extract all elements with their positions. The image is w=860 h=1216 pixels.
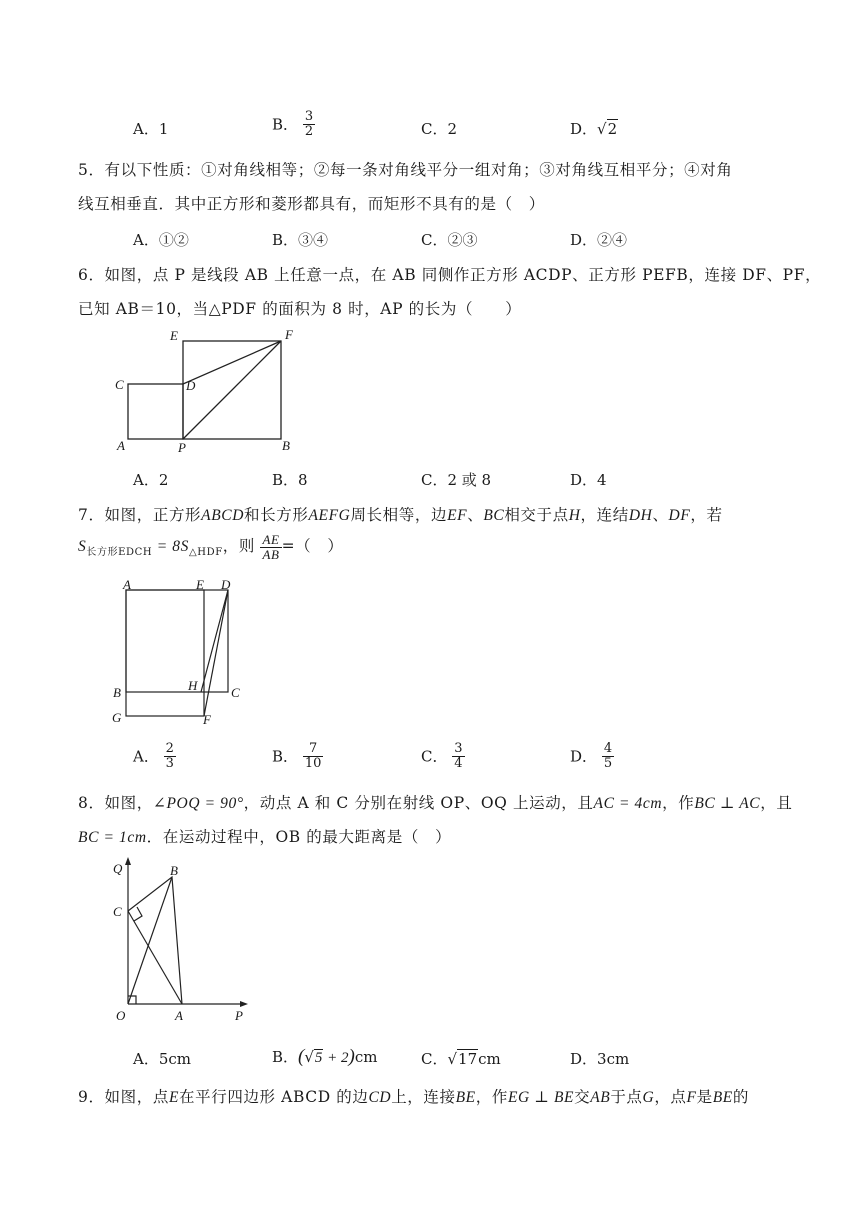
q5-option-c: C．②③: [421, 231, 478, 249]
q8-arrow-q: [125, 857, 131, 865]
q8-label-b: B: [170, 863, 178, 878]
q8-stem-line1: 8．如图，∠POQ = 90°，动点 A 和 C 分别在射线 OP、OQ 上运动，且AC = 4cm，作BC ⊥ AC，且: [78, 794, 793, 812]
q5-option-d: D．②④: [570, 231, 628, 249]
q4-option-a: A．1: [133, 120, 169, 138]
q7-label-b: B: [113, 685, 121, 700]
q7-segment-df: [204, 590, 228, 716]
q7-label-e: E: [196, 577, 204, 592]
q8-label-q: Q: [113, 861, 123, 876]
q8-stem-line2: BC = 1cm．在运动过程中，OB 的最大距离是（ ）: [78, 828, 452, 846]
q6-label-f: F: [285, 327, 293, 342]
q6-label-a: A: [117, 438, 125, 453]
q6-label-c: C: [115, 377, 124, 392]
q6-option-a: A．2: [133, 471, 169, 489]
q4-option-c: C．2: [421, 120, 458, 138]
q6-label-p: P: [178, 440, 186, 455]
q8-label-o: O: [116, 1008, 126, 1023]
q5-option-a: A．①②: [133, 231, 189, 249]
q6-option-c: C．2 或 8: [421, 471, 492, 489]
q6-stem-line2: 已知 AB＝10，当△PDF 的面积为 8 时，AP 的长为（ ）: [78, 300, 522, 318]
q7-label-a: A: [123, 577, 131, 592]
q6-option-d: D．4: [570, 471, 607, 489]
q7-segment-dh: [201, 590, 228, 692]
q5-stem-line1: 5．有以下性质：①对角线相等；②每一条对角线平分一组对角；③对角线互相平分；④对角: [78, 161, 733, 179]
q8-label-a: A: [175, 1008, 183, 1023]
q7-rect-aefg: [126, 590, 204, 716]
q7-option-c: C． $\frac{3}{4}$: [421, 741, 463, 771]
q7-stem-line1: 7．如图，正方形ABCD和长方形AEFG周长相等，边EF、BC相交于点H，连结DH、DF，若: [78, 506, 723, 524]
q6-figure: [110, 326, 310, 456]
q6-label-b: B: [282, 438, 290, 453]
q7-ratio-fraction: $\frac{AE}{AB}$: [262, 532, 280, 562]
q7-label-g: G: [112, 710, 122, 725]
q7-square-abcd: [126, 590, 228, 692]
q8-right-angle-c: [134, 907, 142, 921]
q7-label-c: C: [231, 685, 240, 700]
q7-option-d: D． $\frac{4}{5}$: [570, 741, 613, 771]
q8-option-d: D．3cm: [570, 1050, 630, 1068]
q8-option-b: B．(√5 + 2)cm: [272, 1046, 378, 1067]
q6-segment-df: [183, 341, 281, 384]
q7-stem-line2: $S_{长方形EDCH} = 8S_{\triangle HDF}$，则 $\frac{AE}{AB}$ =（ ）: [78, 532, 344, 562]
q8-option-c: C．√17cm: [421, 1050, 501, 1068]
q6-stem-line1: 6．如图，点 P 是线段 AB 上任意一点，在 AB 同侧作正方形 ACDP、正方形 PEFB，连接 DF、PF，: [78, 266, 822, 284]
q7-label-h: H: [188, 678, 198, 693]
q8-figure: [108, 855, 268, 1025]
q8-arrow-p: [240, 1001, 248, 1007]
q5-option-b: B．③④: [272, 231, 329, 249]
q8-segment-ob: [128, 877, 172, 1004]
q7-label-f: F: [203, 712, 211, 727]
q7-option-b: B． $\frac{7}{10}$: [272, 741, 322, 771]
q4-option-d: D．√2: [570, 120, 618, 138]
q6-option-b: B．8: [272, 471, 308, 489]
q8-label-p: P: [235, 1008, 243, 1023]
q6-square-acdp: [128, 384, 183, 439]
q8-option-a: A．5cm: [133, 1050, 192, 1068]
q8-label-c: C: [113, 904, 122, 919]
q9-stem-line1: 9．如图，点E在平行四边形 ABCD 的边CD上，连接BE，作EG ⊥ BE交AB于点G，点F是BE的: [78, 1088, 749, 1106]
q7-option-a: A． $\frac{2}{3}$: [133, 741, 174, 771]
q6-label-d: D: [186, 378, 196, 393]
q4-option-b-fraction: $\frac{3}{2}$: [304, 109, 314, 139]
q6-label-e: E: [170, 328, 178, 343]
q8-path-cba: [128, 877, 182, 1004]
q5-stem-line2: 线互相垂直．其中正方形和菱形都具有，而矩形不具有的是（ ）: [78, 195, 545, 213]
q6-segment-pf: [183, 341, 281, 439]
q7-label-d: D: [221, 577, 231, 592]
q4-option-b: B． $\frac{3}{2}$: [272, 109, 314, 139]
q7-figure: [108, 578, 258, 728]
